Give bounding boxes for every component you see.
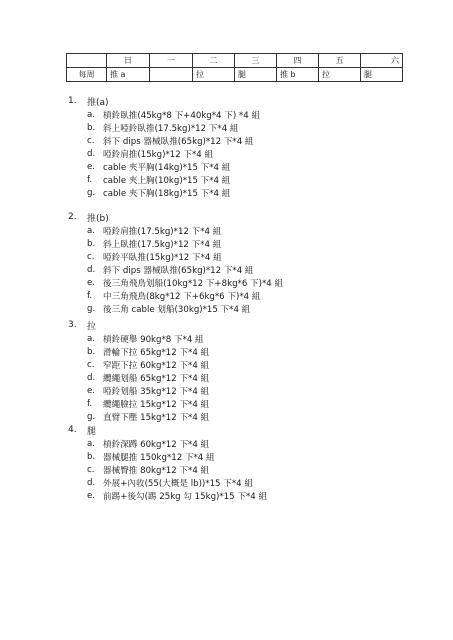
plan-sunday: 推 a (107, 68, 150, 82)
exercise-text: 窄距下拉 60kg*12 下*4 組 (103, 360, 210, 371)
section-title: 腿 (87, 426, 97, 437)
workout-plan-list (68, 94, 438, 502)
exercise-text: 啞鈴平臥推(15kg)*12 下*4 組 (103, 252, 222, 263)
day-thursday: 四 (277, 54, 319, 68)
exercise-item (68, 345, 438, 358)
exercise-text: 滑輪下拉 65kg*12 下*4 組 (103, 347, 210, 358)
section-heading (68, 318, 438, 332)
plan-monday (150, 68, 193, 82)
section-title: 推(a) (87, 97, 109, 108)
item-letter: d. (87, 477, 96, 488)
exercise-text: 纜繩臉拉 15kg*12 下*4 組 (103, 399, 210, 410)
exercise-item (68, 489, 438, 502)
exercise-text: 斜上臥推(17.5kg)*12 下*4 組 (103, 239, 222, 250)
item-letter: b. (87, 346, 96, 357)
exercise-item (68, 476, 438, 489)
item-letter: g. (87, 187, 96, 198)
item-letter: e. (87, 277, 96, 288)
section-number: 4. (68, 425, 77, 435)
item-letter: b. (87, 238, 96, 249)
exercise-item (68, 332, 438, 345)
section-number: 2. (68, 212, 77, 222)
item-letter: g. (87, 411, 96, 422)
item-letter: a. (87, 225, 95, 236)
schedule-header-row (67, 54, 403, 68)
plan-friday: 拉 (319, 68, 361, 82)
exercise-item (68, 371, 438, 384)
item-letter: c. (87, 464, 95, 475)
exercise-item (68, 173, 438, 186)
section-number: 3. (68, 320, 77, 330)
exercise-item (68, 384, 438, 397)
exercise-item (68, 358, 438, 371)
exercise-text: 斜上啞鈴臥推(17.5kg)*12 下*4 組 (103, 123, 239, 134)
item-letter: b. (87, 451, 96, 462)
item-letter: d. (87, 372, 96, 383)
day-monday: 一 (150, 54, 193, 68)
exercise-item (68, 160, 438, 173)
exercise-text: cable 夾下胸(18kg)*15 下*4 組 (103, 188, 231, 199)
exercise-item (68, 237, 438, 250)
item-letter: f. (87, 290, 93, 301)
exercise-item (68, 224, 438, 237)
exercise-text: 啞鈴肩推(17.5kg)*12 下*4 組 (103, 226, 222, 237)
exercise-item (68, 108, 438, 121)
exercise-text: 啞鈴肩推(15kg)*12 下*4 組 (103, 149, 214, 160)
item-letter: c. (87, 135, 95, 146)
section-heading (68, 94, 438, 108)
exercise-item (68, 263, 438, 276)
item-letter: d. (87, 264, 96, 275)
schedule-corner-cell (67, 54, 107, 68)
exercise-text: 斜下 dips 器械臥推(65kg)*12 下*4 組 (103, 136, 254, 147)
section-heading (68, 423, 438, 437)
exercise-item (68, 437, 438, 450)
exercise-item (68, 450, 438, 463)
plan-saturday: 腿 (361, 68, 403, 82)
exercise-item (68, 463, 438, 476)
exercise-item (68, 276, 438, 289)
exercise-text: cable 夾平胸(14kg)*15 下*4 組 (103, 162, 231, 173)
exercise-text: 中三角飛鳥(8kg*12 下+6kg*6 下)*4 組 (103, 291, 261, 302)
exercise-item (68, 121, 438, 134)
exercise-item (68, 302, 438, 315)
plan-wednesday: 腿 (235, 68, 277, 82)
day-tuesday: 二 (193, 54, 235, 68)
item-letter: a. (87, 109, 95, 120)
day-sunday: 日 (107, 54, 150, 68)
exercise-text: 前踢+後勾(踢 25kg 勾 15kg)*15 下*4 組 (103, 491, 268, 502)
exercise-item (68, 289, 438, 302)
exercise-text: 外展+內收(55(大概是 lb))*15 下*4 組 (103, 478, 253, 489)
exercise-text: 槓鈴硬舉 90kg*8 下*4 組 (103, 334, 204, 345)
exercise-text: 器械臀推 80kg*12 下*4 組 (103, 465, 210, 476)
exercise-text: 後三角飛鳥划船(10kg*12 下+8kg*6 下)*4 組 (103, 278, 284, 289)
exercise-text: 直臂下壓 15kg*12 下*4 組 (103, 412, 210, 423)
exercise-text: 後三角 cable 划船(30kg)*15 下*4 組 (103, 304, 251, 315)
section-title: 拉 (87, 321, 97, 332)
exercise-text: 槓鈴臥推(45kg*8 下+40kg*4 下) *4 組 (103, 110, 261, 121)
item-letter: f. (87, 174, 93, 185)
exercise-item (68, 250, 438, 263)
item-letter: e. (87, 490, 96, 501)
exercise-item (68, 410, 438, 423)
exercise-item (68, 397, 438, 410)
plan-thursday: 推 b (277, 68, 319, 82)
exercise-item (68, 186, 438, 199)
item-letter: g. (87, 303, 96, 314)
item-letter: b. (87, 122, 96, 133)
exercise-text: 纜繩划船 65kg*12 下*4 組 (103, 373, 210, 384)
section-title: 推(b) (87, 213, 109, 224)
exercise-text: 斜下 dips 器械臥推(65kg)*12 下*4 組 (103, 265, 254, 276)
day-wednesday: 三 (235, 54, 277, 68)
exercise-item (68, 147, 438, 160)
exercise-text: 啞鈴划船 35kg*12 下*4 組 (103, 386, 210, 397)
section-heading (68, 210, 438, 224)
day-saturday: 六 (361, 54, 403, 68)
item-letter: c. (87, 359, 95, 370)
schedule-plan-row (67, 68, 403, 82)
exercise-text: cable 夾上胸(10kg)*15 下*4 組 (103, 175, 231, 186)
item-letter: c. (87, 251, 95, 262)
day-friday: 五 (319, 54, 361, 68)
item-letter: e. (87, 385, 96, 396)
plan-tuesday: 拉 (193, 68, 235, 82)
weekly-schedule-table (66, 53, 403, 82)
item-letter: a. (87, 333, 95, 344)
section-number: 1. (68, 96, 77, 106)
item-letter: f. (87, 398, 93, 409)
exercise-text: 槓鈴深蹲 60kg*12 下*4 組 (103, 439, 210, 450)
weekly-label: 每周 (67, 68, 107, 82)
exercise-text: 器械腿推 150kg*12 下*4 組 (103, 452, 215, 463)
item-letter: e. (87, 161, 96, 172)
exercise-item (68, 134, 438, 147)
item-letter: d. (87, 148, 96, 159)
item-letter: a. (87, 438, 95, 449)
